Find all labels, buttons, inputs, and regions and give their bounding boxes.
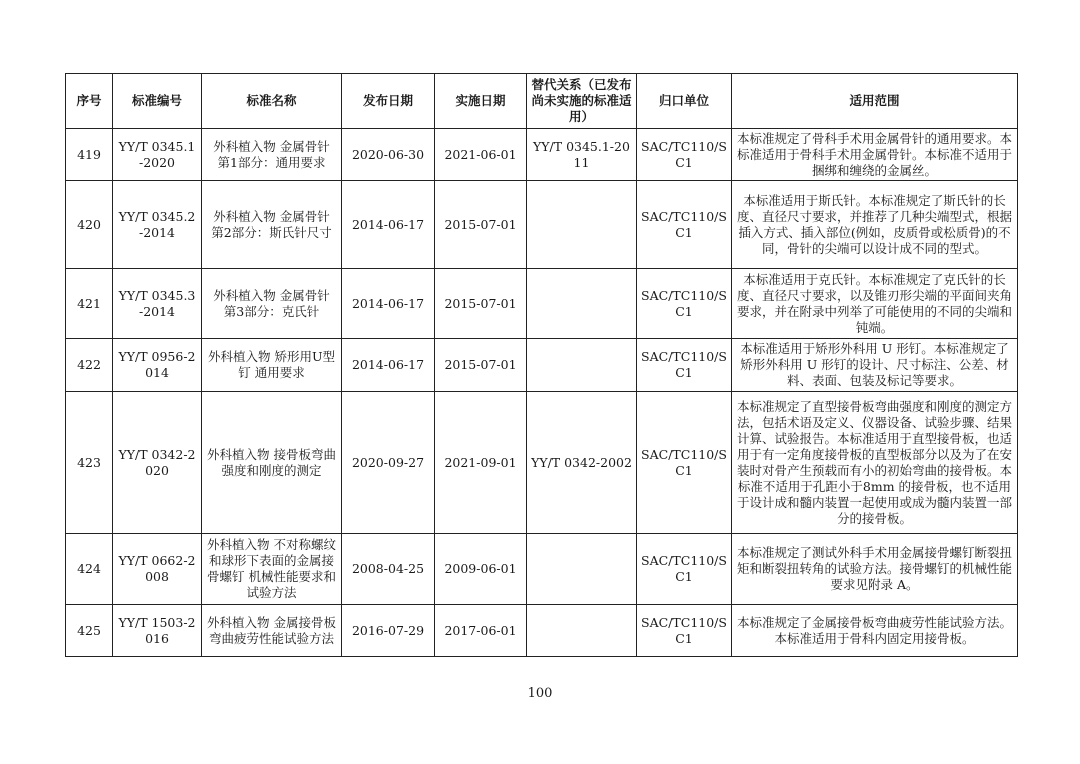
cell-scope: 本标准适用于克氏针。本标准规定了克氏针的长度、直径尺寸要求，以及锥刃形尖端的平面间夹角要求，并在附录中列举了可能使用的不同的尖端和钝端。 (732, 269, 1018, 339)
cell-no: 420 (66, 181, 113, 269)
cell-name: 外科植入物 金属骨针 第3部分：克氏针 (202, 269, 342, 339)
cell-no: 423 (66, 392, 113, 534)
page-number: 100 (527, 686, 553, 701)
cell-name: 外科植入物 金属骨针 第2部分：斯氏针尺寸 (202, 181, 342, 269)
cell-publish-date: 2016-07-29 (342, 605, 435, 657)
header-no: 序号 (66, 74, 113, 129)
cell-replacement (527, 534, 637, 605)
cell-scope: 本标准规定了测试外科手术用金属接骨螺钉断裂扭矩和断裂扭转角的试验方法。接骨螺钉的机械性能要求见附录 A。 (732, 534, 1018, 605)
cell-effective-date: 2021-09-01 (435, 392, 527, 534)
cell-no: 419 (66, 129, 113, 181)
cell-publish-date: 2014-06-17 (342, 181, 435, 269)
cell-replacement: YY/T 0342-2002 (527, 392, 637, 534)
header-effective-date: 实施日期 (435, 74, 527, 129)
cell-unit: SAC/TC110/SC1 (637, 392, 732, 534)
cell-effective-date: 2017-06-01 (435, 605, 527, 657)
cell-effective-date: 2015-07-01 (435, 269, 527, 339)
cell-name: 外科植入物 金属接骨板弯曲疲劳性能试验方法 (202, 605, 342, 657)
cell-unit: SAC/TC110/SC1 (637, 181, 732, 269)
cell-code: YY/T 0345.2-2014 (113, 181, 202, 269)
cell-name: 外科植入物 接骨板弯曲强度和刚度的测定 (202, 392, 342, 534)
cell-scope: 本标准规定了骨科手术用金属骨针的通用要求。本标准适用于骨科手术用金属骨针。本标准不适用于捆绑和缠绕的金属丝。 (732, 129, 1018, 181)
cell-name: 外科植入物 金属骨针 第1部分：通用要求 (202, 129, 342, 181)
cell-effective-date: 2009-06-01 (435, 534, 527, 605)
cell-code: YY/T 0345.3-2014 (113, 269, 202, 339)
cell-name: 外科植入物 不对称螺纹和球形下表面的金属接骨螺钉 机械性能要求和试验方法 (202, 534, 342, 605)
cell-scope: 本标准适用于矫形外科用 U 形钉。本标准规定了矫形外科用 U 形钉的设计、尺寸标注、公差、材料、表面、包装及标记等要求。 (732, 339, 1018, 392)
cell-code: YY/T 0345.1-2020 (113, 129, 202, 181)
table-row (66, 181, 1018, 269)
cell-publish-date: 2020-06-30 (342, 129, 435, 181)
table-row (66, 392, 1018, 534)
cell-no: 424 (66, 534, 113, 605)
cell-replacement (527, 339, 637, 392)
cell-publish-date: 2020-09-27 (342, 392, 435, 534)
cell-code: YY/T 1503-2016 (113, 605, 202, 657)
table-row (66, 129, 1018, 181)
cell-scope: 本标准适用于斯氏针。本标准规定了斯氏针的长度、直径尺寸要求，并推荐了几种尖端型式，根据插入方式、插入部位(例如，皮质骨或松质骨)的不同，骨针的尖端可以设计成不同的型式。 (732, 181, 1018, 269)
cell-unit: SAC/TC110/SC1 (637, 339, 732, 392)
table-row (66, 269, 1018, 339)
cell-publish-date: 2014-06-17 (342, 269, 435, 339)
cell-unit: SAC/TC110/SC1 (637, 534, 732, 605)
cell-unit: SAC/TC110/SC1 (637, 129, 732, 181)
cell-effective-date: 2015-07-01 (435, 339, 527, 392)
cell-replacement: YY/T 0345.1-2011 (527, 129, 637, 181)
cell-no: 425 (66, 605, 113, 657)
cell-replacement (527, 181, 637, 269)
cell-unit: SAC/TC110/SC1 (637, 269, 732, 339)
cell-replacement (527, 605, 637, 657)
header-code: 标准编号 (113, 74, 202, 129)
cell-no: 422 (66, 339, 113, 392)
cell-scope: 本标准规定了直型接骨板弯曲强度和刚度的测定方法，包括术语及定义、仪器设备、试验步骤、结果计算、试验报告。本标准适用于直型接骨板，也适用于有一定角度接骨板的直型板部分以及为了在安装时对骨产生预载而有小的初始弯曲的接骨板。本标准不适用于孔距小于8mm 的接骨板，也不适用于设计成和髓内装置一起使用或成为髓内装置一部分的接骨板。 (732, 392, 1018, 534)
cell-no: 421 (66, 269, 113, 339)
cell-code: YY/T 0956-2014 (113, 339, 202, 392)
cell-effective-date: 2021-06-01 (435, 129, 527, 181)
header-replacement: 替代关系（已发布尚未实施的标准适用） (527, 74, 637, 129)
header-scope: 适用范围 (732, 74, 1018, 129)
cell-scope: 本标准规定了金属接骨板弯曲疲劳性能试验方法。本标准适用于骨科内固定用接骨板。 (732, 605, 1018, 657)
header-row (66, 74, 1018, 129)
standards-table (65, 73, 1018, 657)
cell-code: YY/T 0662-2008 (113, 534, 202, 605)
table-row (66, 534, 1018, 605)
cell-name: 外科植入物 矫形用U型钉 通用要求 (202, 339, 342, 392)
table-row (66, 339, 1018, 392)
cell-unit: SAC/TC110/SC1 (637, 605, 732, 657)
table-row (66, 605, 1018, 657)
header-name: 标准名称 (202, 74, 342, 129)
header-publish-date: 发布日期 (342, 74, 435, 129)
cell-replacement (527, 269, 637, 339)
header-unit: 归口单位 (637, 74, 732, 129)
cell-code: YY/T 0342-2020 (113, 392, 202, 534)
cell-publish-date: 2008-04-25 (342, 534, 435, 605)
cell-publish-date: 2014-06-17 (342, 339, 435, 392)
cell-effective-date: 2015-07-01 (435, 181, 527, 269)
